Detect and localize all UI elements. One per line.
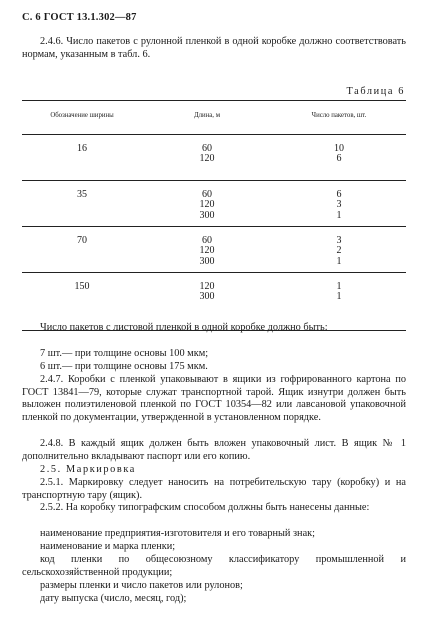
cell-packets: [272, 134, 406, 180]
body-paragraph: 2.4.7. Коробки с пленкой упаковывают в ящики из гофрированного картона по ГОСТ 13841—79, которые служат транспортной тарой. Ящик изнутри должен быть выложен полиэтиленовой пленкой по ГОСТ 10354—82 или лавсановой упаковочной пленкой по документации, утвержденной в установленном порядке.: [22, 374, 406, 423]
length-value: 60: [202, 188, 212, 200]
cell-width: 16: [22, 134, 142, 180]
packet-value: 3: [336, 199, 342, 210]
body-paragraph: 6 шт.— при толщине основы 175 мкм.: [40, 361, 208, 372]
packet-value: 6: [336, 153, 342, 164]
body-paragraph: 2.5.1. Маркировку следует наносить на потребительскую тару (коробку) и на транспортную тару (ящик).: [22, 477, 406, 501]
length-value: 300: [199, 255, 215, 267]
packet-value: 10: [334, 142, 344, 154]
length-value: 120: [199, 199, 215, 210]
cell-lengths: [142, 180, 272, 226]
body-paragraph: размеры пленки и число пакетов или рулонов;: [40, 580, 243, 591]
header-width: Обозначение ширины: [22, 101, 142, 135]
length-value: 300: [199, 209, 215, 221]
cell-packets: [272, 226, 406, 272]
table-caption: Таблица 6: [346, 86, 405, 97]
packet-value: 1: [336, 280, 342, 292]
cell-width: 70: [22, 226, 142, 272]
length-value: 120: [199, 280, 215, 292]
cell-packets: [272, 180, 406, 226]
cell-lengths: [142, 134, 272, 180]
length-value: 120: [199, 245, 215, 256]
section-heading: 2.5. Маркировка: [40, 464, 136, 475]
header-packets: Число пакетов, шт.: [272, 101, 406, 135]
body-paragraph: Число пакетов с листовой пленкой в одной коробке должно быть:: [40, 322, 328, 333]
packet-value: 3: [336, 234, 342, 246]
length-value: 120: [199, 153, 215, 164]
table-row: [22, 134, 406, 180]
body-paragraph: наименование и марка пленки;: [40, 541, 176, 552]
table-row: [22, 180, 406, 226]
packet-value: 1: [336, 255, 342, 267]
body-paragraph: 2.5.2. На коробку типографским способом должны быть нанесены данные:: [40, 502, 370, 513]
packet-value: 1: [336, 209, 342, 221]
body-paragraph: код пленки по общесоюзному классификатору промышленной и сельскохозяйственной продукции;: [22, 554, 406, 578]
table-row: [22, 226, 406, 272]
body-paragraph: 2.4.8. В каждый ящик должен быть вложен упаковочный лист. В ящик № 1 дополнительно вкладывают паспорт или его копию.: [22, 438, 406, 462]
packet-value: 6: [336, 188, 342, 200]
body-paragraph: дату выпуска (число, месяц, год);: [40, 593, 187, 604]
table-6: [22, 100, 406, 331]
packet-value: 1: [336, 291, 342, 302]
cell-width: 150: [22, 272, 142, 330]
body-paragraph: наименование предприятия-изготовителя и его товарный знак;: [40, 528, 315, 539]
length-value: 60: [202, 234, 212, 246]
length-value: 60: [202, 142, 212, 154]
length-value: 300: [199, 291, 215, 302]
cell-lengths: [142, 226, 272, 272]
page-header: С. 6 ГОСТ 13.1.302—87: [22, 12, 137, 23]
table-header-row: [22, 101, 406, 135]
cell-width: 35: [22, 180, 142, 226]
header-length: Длина, м: [142, 101, 272, 135]
body-paragraph: 7 шт.— при толщине основы 100 мкм;: [40, 348, 209, 359]
packet-value: 2: [336, 245, 342, 256]
intro-paragraph: 2.4.6. Число пакетов с рулонной пленкой в одной коробке должно соответствовать нормам, указанным в табл. 6.: [22, 36, 406, 60]
